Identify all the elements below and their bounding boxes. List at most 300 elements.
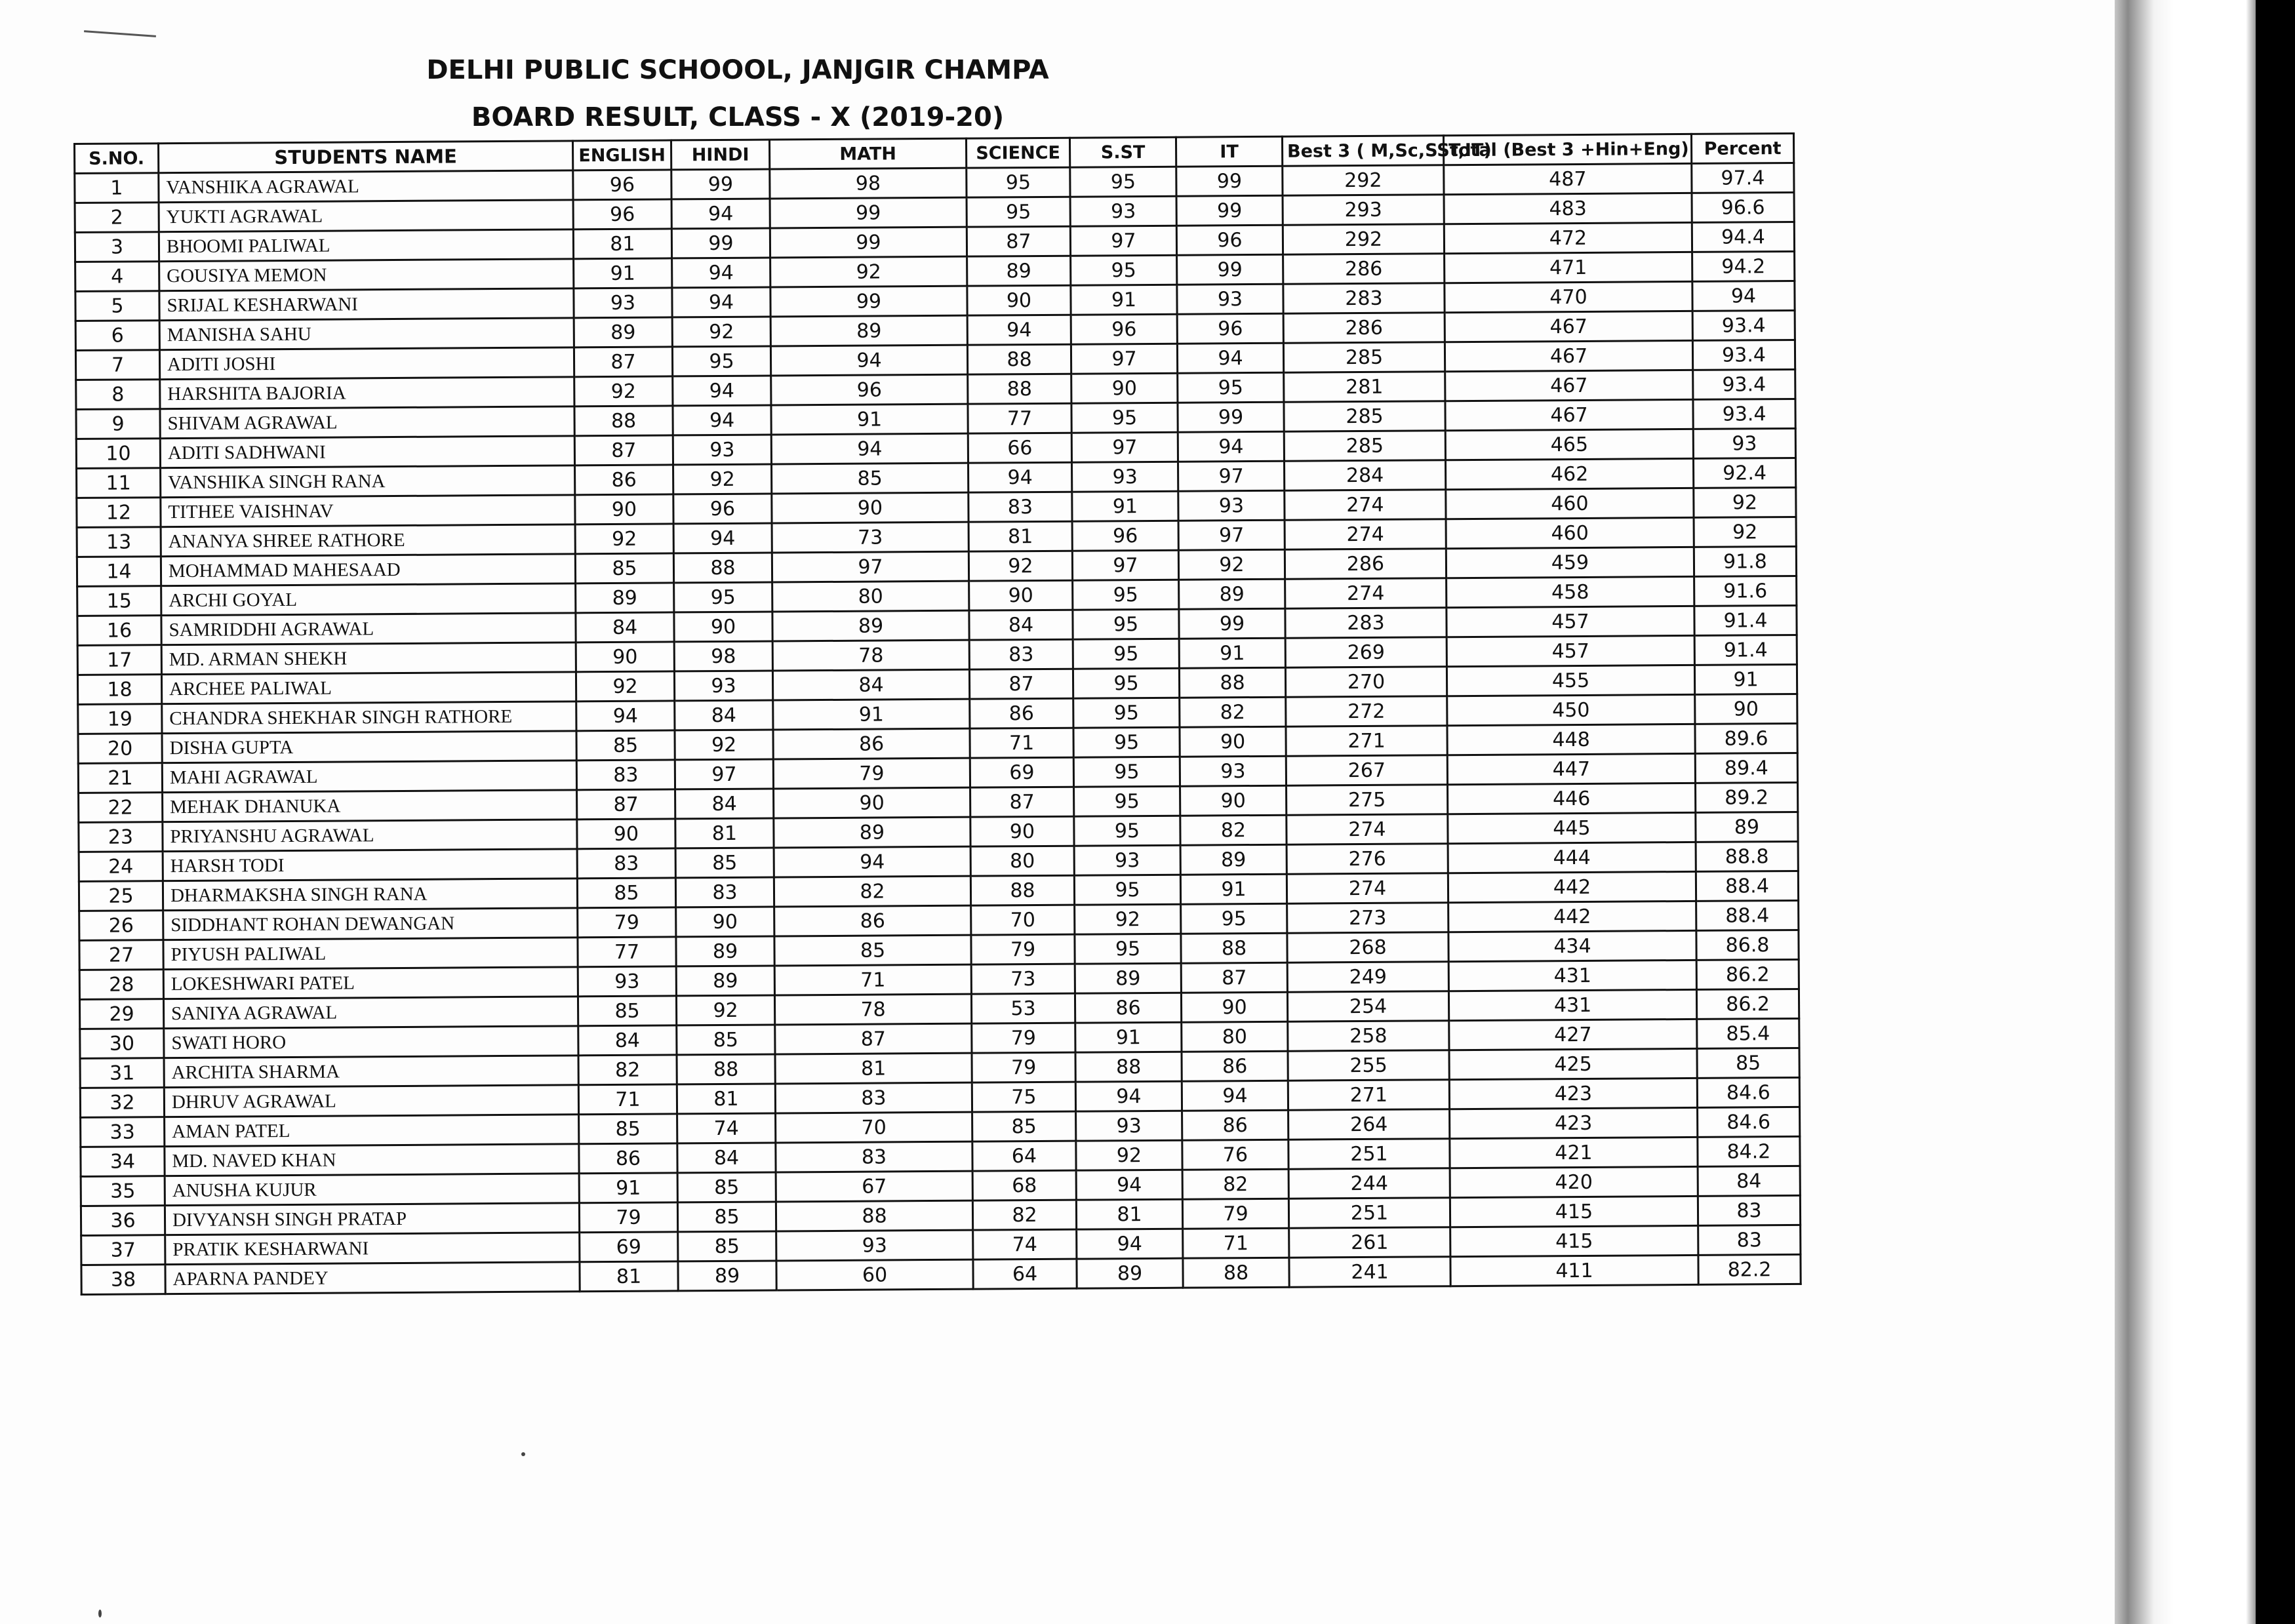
percent-cell: 91.6 [1694, 576, 1797, 606]
sno-cell: 9 [76, 409, 160, 439]
science-cell: 87 [969, 669, 1073, 699]
english-cell: 96 [573, 199, 671, 229]
it-cell: 71 [1183, 1228, 1289, 1258]
hindi-cell: 90 [674, 612, 772, 642]
total-cell: 423 [1449, 1078, 1697, 1109]
sst-cell: 95 [1075, 934, 1181, 964]
total-cell: 444 [1448, 842, 1696, 873]
student-name-cell: TITHEE VAISHNAV [161, 495, 575, 527]
math-cell: 99 [770, 286, 967, 317]
it-cell: 82 [1180, 815, 1287, 845]
it-cell: 99 [1179, 608, 1285, 639]
it-cell: 97 [1178, 461, 1285, 491]
sst-cell: 93 [1070, 196, 1176, 226]
best3-cell: 293 [1283, 195, 1444, 226]
best3-cell: 274 [1287, 814, 1448, 845]
percent-cell: 92.4 [1693, 458, 1795, 488]
results-table [73, 132, 1802, 1296]
hindi-cell: 81 [677, 1084, 775, 1114]
english-cell: 86 [575, 465, 673, 495]
sno-cell: 10 [76, 439, 160, 469]
sno-cell: 8 [76, 380, 160, 410]
total-cell: 472 [1444, 222, 1692, 253]
best3-cell: 249 [1287, 962, 1448, 993]
sst-cell: 94 [1076, 1170, 1182, 1200]
sno-cell: 2 [75, 203, 159, 233]
best3-cell: 283 [1283, 283, 1445, 314]
math-cell: 88 [776, 1200, 972, 1231]
sst-cell: 95 [1073, 727, 1180, 757]
sst-cell: 89 [1075, 963, 1181, 993]
science-cell: 88 [968, 374, 1071, 404]
sst-cell: 90 [1071, 373, 1178, 403]
student-name-cell: PRIYANSHU AGRAWAL [163, 820, 577, 852]
student-name-cell: PIYUSH PALIWAL [163, 938, 578, 970]
percent-cell: 84.6 [1698, 1107, 1800, 1137]
sst-cell: 95 [1073, 580, 1179, 610]
hindi-cell: 88 [677, 1054, 775, 1084]
best3-cell: 285 [1284, 401, 1445, 432]
percent-cell: 94 [1692, 281, 1795, 311]
total-cell: 445 [1448, 812, 1696, 843]
best3-cell: 285 [1284, 431, 1445, 462]
best3-cell: 275 [1287, 785, 1448, 816]
it-cell: 94 [1182, 1080, 1288, 1111]
hindi-cell: 89 [678, 1261, 776, 1291]
student-name-cell: ADITI SADHWANI [160, 436, 574, 468]
sst-cell: 91 [1075, 1022, 1182, 1052]
hindi-cell: 94 [673, 523, 772, 553]
science-cell: 80 [970, 846, 1074, 876]
scan-speck [98, 1610, 102, 1617]
header-percent: Percent [1691, 133, 1793, 163]
english-cell: 71 [578, 1084, 677, 1115]
sno-cell: 16 [77, 616, 161, 646]
science-cell: 53 [971, 993, 1075, 1023]
hindi-cell: 85 [678, 1231, 776, 1261]
best3-cell: 274 [1285, 519, 1446, 550]
total-cell: 467 [1445, 311, 1692, 342]
sno-cell: 28 [79, 970, 163, 1000]
science-cell: 95 [967, 197, 1070, 227]
english-cell: 85 [576, 730, 675, 761]
total-cell: 434 [1448, 930, 1696, 961]
hindi-cell: 94 [671, 199, 770, 229]
hindi-cell: 96 [673, 494, 772, 524]
sno-cell: 23 [79, 822, 163, 852]
total-cell: 420 [1450, 1166, 1698, 1197]
sst-cell: 95 [1073, 698, 1180, 728]
sno-cell: 17 [77, 645, 161, 675]
best3-cell: 267 [1286, 755, 1447, 786]
math-cell: 85 [772, 463, 968, 494]
math-cell: 91 [771, 404, 968, 435]
hindi-cell: 94 [673, 405, 771, 435]
sno-cell: 31 [80, 1058, 164, 1088]
it-cell: 80 [1182, 1021, 1288, 1052]
math-cell: 82 [774, 876, 970, 907]
science-cell: 75 [972, 1082, 1075, 1112]
sst-cell: 97 [1072, 550, 1178, 580]
scan-edge-black [2256, 0, 2295, 1624]
sst-cell: 92 [1076, 1140, 1182, 1170]
sno-cell: 24 [79, 852, 163, 882]
total-cell: 487 [1444, 163, 1692, 194]
it-cell: 79 [1182, 1198, 1288, 1229]
best3-cell: 274 [1285, 490, 1446, 521]
sno-cell: 29 [79, 999, 163, 1029]
hindi-cell: 89 [676, 966, 774, 996]
english-cell: 92 [576, 671, 674, 702]
best3-cell: 244 [1288, 1168, 1450, 1199]
student-name-cell: HARSH TODI [163, 849, 577, 881]
student-name-cell: BHOOMI PALIWAL [159, 229, 573, 262]
science-cell: 66 [968, 433, 1071, 463]
sst-cell: 97 [1071, 432, 1178, 462]
header-sst: S.ST [1069, 137, 1176, 167]
best3-cell: 251 [1288, 1139, 1450, 1170]
sno-cell: 20 [78, 734, 162, 764]
total-cell: 457 [1447, 606, 1694, 637]
sno-cell: 32 [80, 1088, 164, 1118]
total-cell: 459 [1446, 547, 1694, 578]
total-cell: 415 [1450, 1225, 1698, 1256]
sst-cell: 95 [1074, 875, 1180, 905]
it-cell: 88 [1183, 1258, 1289, 1288]
math-cell: 90 [774, 787, 970, 818]
percent-cell: 92 [1694, 487, 1796, 517]
best3-cell: 268 [1287, 932, 1448, 963]
student-name-cell: AMAN PATEL [165, 1115, 579, 1147]
english-cell: 85 [579, 1114, 677, 1144]
best3-cell: 272 [1286, 696, 1447, 727]
best3-cell: 274 [1287, 873, 1448, 904]
science-cell: 83 [968, 492, 1072, 522]
sst-cell: 89 [1077, 1258, 1183, 1288]
it-cell: 91 [1179, 638, 1285, 668]
science-cell: 94 [967, 315, 1071, 345]
science-cell: 64 [972, 1141, 1076, 1171]
science-cell: 70 [971, 905, 1075, 935]
results-body [75, 163, 1801, 1294]
math-cell: 87 [775, 1023, 972, 1054]
it-cell: 89 [1179, 579, 1285, 609]
student-name-cell: MEHAK DHANUKA [163, 790, 577, 822]
percent-cell: 85.4 [1697, 1018, 1799, 1048]
student-name-cell: SAMRIDDHI AGRAWAL [161, 613, 576, 645]
english-cell: 90 [576, 642, 674, 672]
hindi-cell: 88 [673, 553, 772, 583]
hindi-cell: 85 [677, 1172, 776, 1202]
it-cell: 88 [1181, 933, 1287, 963]
hindi-cell: 84 [675, 789, 774, 819]
sst-cell: 86 [1075, 993, 1181, 1023]
sst-cell: 95 [1070, 167, 1176, 197]
english-cell: 81 [580, 1261, 678, 1292]
math-cell: 85 [774, 935, 971, 966]
it-cell: 93 [1180, 756, 1286, 786]
hindi-cell: 94 [672, 287, 770, 317]
sst-cell: 95 [1071, 255, 1177, 285]
it-cell: 99 [1177, 254, 1283, 285]
math-cell: 71 [774, 964, 971, 995]
science-cell: 89 [967, 256, 1071, 286]
student-name-cell: MOHAMMAD MAHESAAD [161, 554, 575, 586]
math-cell: 98 [770, 168, 967, 199]
total-cell: 423 [1450, 1107, 1698, 1138]
best3-cell: 273 [1287, 903, 1448, 934]
sst-cell: 94 [1075, 1081, 1182, 1111]
sst-cell: 88 [1075, 1052, 1182, 1082]
student-name-cell: SHIVAM AGRAWAL [160, 406, 574, 439]
student-name-cell: ANUSHA KUJUR [165, 1174, 579, 1206]
sst-cell: 95 [1073, 639, 1179, 669]
hindi-cell: 93 [673, 435, 771, 465]
math-cell: 89 [772, 610, 969, 641]
total-cell: 471 [1445, 252, 1692, 283]
best3-cell: 271 [1286, 726, 1447, 757]
student-name-cell: MAHI AGRAWAL [162, 761, 576, 793]
header-math: MATH [769, 138, 966, 169]
total-cell: 442 [1448, 901, 1696, 932]
percent-cell: 83 [1698, 1195, 1800, 1225]
best3-cell: 285 [1283, 342, 1445, 373]
percent-cell: 89.2 [1696, 782, 1798, 812]
it-cell: 96 [1176, 225, 1283, 255]
percent-cell: 83 [1698, 1225, 1801, 1255]
student-name-cell: DHRUV AGRAWAL [164, 1085, 578, 1117]
sno-cell: 22 [79, 793, 163, 823]
math-cell: 86 [774, 905, 971, 936]
it-cell: 95 [1178, 372, 1284, 403]
student-name-cell: HARSHITA BAJORIA [160, 377, 574, 409]
hindi-cell: 92 [675, 730, 773, 760]
total-cell: 470 [1445, 281, 1692, 312]
best3-cell: 276 [1287, 844, 1448, 875]
english-cell: 84 [576, 612, 674, 643]
english-cell: 87 [577, 789, 675, 820]
math-cell: 89 [770, 315, 967, 346]
math-cell: 99 [770, 197, 967, 228]
math-cell: 86 [773, 728, 970, 759]
math-cell: 60 [776, 1259, 973, 1290]
it-cell: 99 [1176, 166, 1283, 196]
english-cell: 88 [574, 406, 673, 436]
science-cell: 85 [972, 1111, 1076, 1141]
percent-cell: 91.4 [1694, 605, 1797, 635]
sst-cell: 95 [1073, 668, 1179, 698]
hindi-cell: 81 [675, 818, 774, 848]
percent-cell: 90 [1695, 694, 1797, 724]
sno-cell: 37 [81, 1235, 165, 1265]
sno-cell: 11 [77, 468, 161, 498]
science-cell: 90 [969, 580, 1073, 610]
total-cell: 431 [1448, 960, 1696, 991]
student-name-cell: MANISHA SAHU [159, 318, 574, 350]
it-cell: 82 [1180, 697, 1286, 727]
percent-cell: 93 [1693, 428, 1795, 458]
it-cell: 91 [1180, 874, 1287, 904]
english-cell: 89 [574, 317, 672, 347]
percent-cell: 88.8 [1696, 841, 1798, 871]
total-cell: 421 [1450, 1137, 1698, 1168]
math-cell: 70 [776, 1112, 972, 1143]
percent-cell: 94.4 [1692, 222, 1794, 252]
header-english: ENGLISH [572, 140, 671, 170]
best3-cell: 292 [1283, 165, 1444, 196]
english-cell: 77 [578, 937, 676, 967]
total-cell: 448 [1447, 724, 1695, 755]
sno-cell: 36 [81, 1206, 165, 1236]
sno-cell: 18 [77, 675, 161, 705]
percent-cell: 86.2 [1696, 959, 1799, 989]
math-cell: 94 [770, 345, 967, 376]
it-cell: 76 [1182, 1139, 1288, 1170]
hindi-cell: 85 [677, 1025, 775, 1055]
best3-cell: 283 [1285, 608, 1447, 639]
math-cell: 79 [773, 758, 970, 789]
it-cell: 93 [1178, 490, 1285, 521]
pen-stroke-mark [84, 30, 156, 37]
hindi-cell: 84 [675, 700, 773, 730]
science-cell: 90 [970, 816, 1074, 846]
it-cell: 86 [1182, 1110, 1288, 1140]
it-cell: 89 [1180, 844, 1287, 875]
math-cell: 83 [775, 1082, 972, 1113]
science-cell: 83 [969, 639, 1073, 669]
percent-cell: 84.6 [1697, 1077, 1799, 1107]
it-cell: 94 [1177, 343, 1283, 373]
sst-cell: 94 [1077, 1229, 1183, 1259]
sst-cell: 81 [1076, 1199, 1182, 1229]
hindi-cell: 85 [675, 848, 774, 878]
math-cell: 90 [772, 492, 968, 523]
total-cell: 450 [1447, 694, 1695, 725]
science-cell: 92 [968, 551, 1072, 581]
it-cell: 86 [1182, 1051, 1288, 1081]
sno-cell: 1 [75, 173, 159, 203]
school-name: DELHI PUBLIC SCHOOOL, JANJGIR CHAMPA [426, 55, 1049, 85]
percent-cell: 93.4 [1692, 340, 1795, 370]
science-cell: 73 [971, 964, 1075, 994]
best3-cell: 255 [1288, 1050, 1449, 1081]
sst-cell: 95 [1071, 403, 1178, 433]
total-cell: 460 [1446, 488, 1694, 519]
english-cell: 90 [575, 494, 673, 525]
total-cell: 457 [1447, 635, 1694, 666]
hindi-cell: 94 [673, 376, 771, 406]
sno-cell: 13 [77, 527, 161, 557]
total-cell: 442 [1448, 871, 1696, 902]
science-cell: 79 [972, 1052, 1075, 1082]
header-hindi: HINDI [671, 140, 769, 170]
science-cell: 71 [970, 728, 1073, 758]
science-cell: 88 [967, 344, 1071, 374]
total-cell: 465 [1445, 429, 1693, 460]
english-cell: 90 [577, 819, 675, 849]
english-cell: 92 [574, 376, 673, 406]
best3-cell: 258 [1288, 1021, 1449, 1052]
total-cell: 483 [1444, 193, 1692, 224]
hindi-cell: 98 [674, 641, 772, 671]
header-best3: Best 3 ( M,Sc,SSt,IT) [1282, 136, 1443, 167]
percent-cell: 93.4 [1693, 399, 1795, 429]
math-cell: 89 [774, 817, 970, 848]
percent-cell: 93.4 [1692, 310, 1795, 340]
math-cell: 78 [772, 640, 969, 671]
english-cell: 91 [574, 258, 672, 288]
math-cell: 93 [776, 1230, 973, 1261]
best3-cell: 271 [1288, 1080, 1449, 1111]
sno-cell: 5 [75, 291, 159, 321]
percent-cell: 89.6 [1695, 723, 1797, 753]
math-cell: 83 [776, 1141, 972, 1172]
math-cell: 73 [772, 522, 968, 553]
it-cell: 95 [1181, 903, 1287, 934]
sno-cell: 4 [75, 262, 159, 292]
best3-cell: 286 [1283, 313, 1445, 344]
percent-cell: 92 [1694, 517, 1796, 547]
best3-cell: 281 [1284, 372, 1445, 403]
total-cell: 467 [1445, 370, 1693, 401]
hindi-cell: 92 [676, 995, 774, 1025]
best3-cell: 286 [1285, 549, 1446, 580]
student-name-cell: ARCHI GOYAL [161, 584, 576, 616]
best3-cell: 264 [1288, 1109, 1450, 1140]
best3-cell: 270 [1285, 667, 1447, 698]
total-cell: 446 [1448, 783, 1696, 814]
percent-cell: 97.4 [1692, 163, 1794, 193]
sst-cell: 95 [1074, 816, 1180, 846]
science-cell: 82 [972, 1200, 1076, 1230]
best3-cell: 292 [1283, 224, 1444, 255]
best3-cell: 274 [1285, 578, 1447, 609]
student-name-cell: APARNA PANDEY [165, 1262, 580, 1294]
english-cell: 83 [577, 848, 675, 879]
percent-cell: 82.2 [1698, 1254, 1801, 1284]
english-cell: 91 [579, 1173, 677, 1203]
english-cell: 93 [578, 966, 676, 997]
english-cell: 85 [575, 553, 673, 584]
it-cell: 99 [1176, 195, 1283, 226]
sno-cell: 6 [75, 321, 159, 351]
percent-cell: 85 [1697, 1048, 1799, 1078]
best3-cell: 284 [1284, 460, 1445, 491]
total-cell: 467 [1445, 399, 1693, 430]
total-cell: 460 [1446, 517, 1694, 548]
it-cell: 94 [1178, 431, 1284, 462]
header-student-name: STUDENTS NAME [159, 141, 573, 173]
english-cell: 93 [574, 288, 672, 318]
hindi-cell: 84 [677, 1143, 776, 1173]
sno-cell: 14 [77, 557, 161, 587]
best3-cell: 286 [1283, 254, 1445, 285]
student-name-cell: VANSHIKA SINGH RANA [161, 465, 575, 498]
hindi-cell: 99 [671, 228, 770, 258]
science-cell: 77 [968, 403, 1071, 433]
sno-cell: 21 [78, 763, 162, 793]
sno-cell: 30 [80, 1029, 164, 1059]
sst-cell: 91 [1072, 491, 1178, 521]
science-cell: 68 [972, 1170, 1076, 1200]
english-cell: 81 [573, 229, 671, 259]
student-name-cell: DHARMAKSHA SINGH RANA [163, 879, 577, 911]
sno-cell: 15 [77, 586, 161, 616]
science-cell: 87 [970, 787, 1074, 817]
english-cell: 89 [576, 583, 674, 613]
student-name-cell: DIVYANSH SINGH PRATAP [165, 1203, 579, 1235]
it-cell: 90 [1180, 785, 1287, 816]
